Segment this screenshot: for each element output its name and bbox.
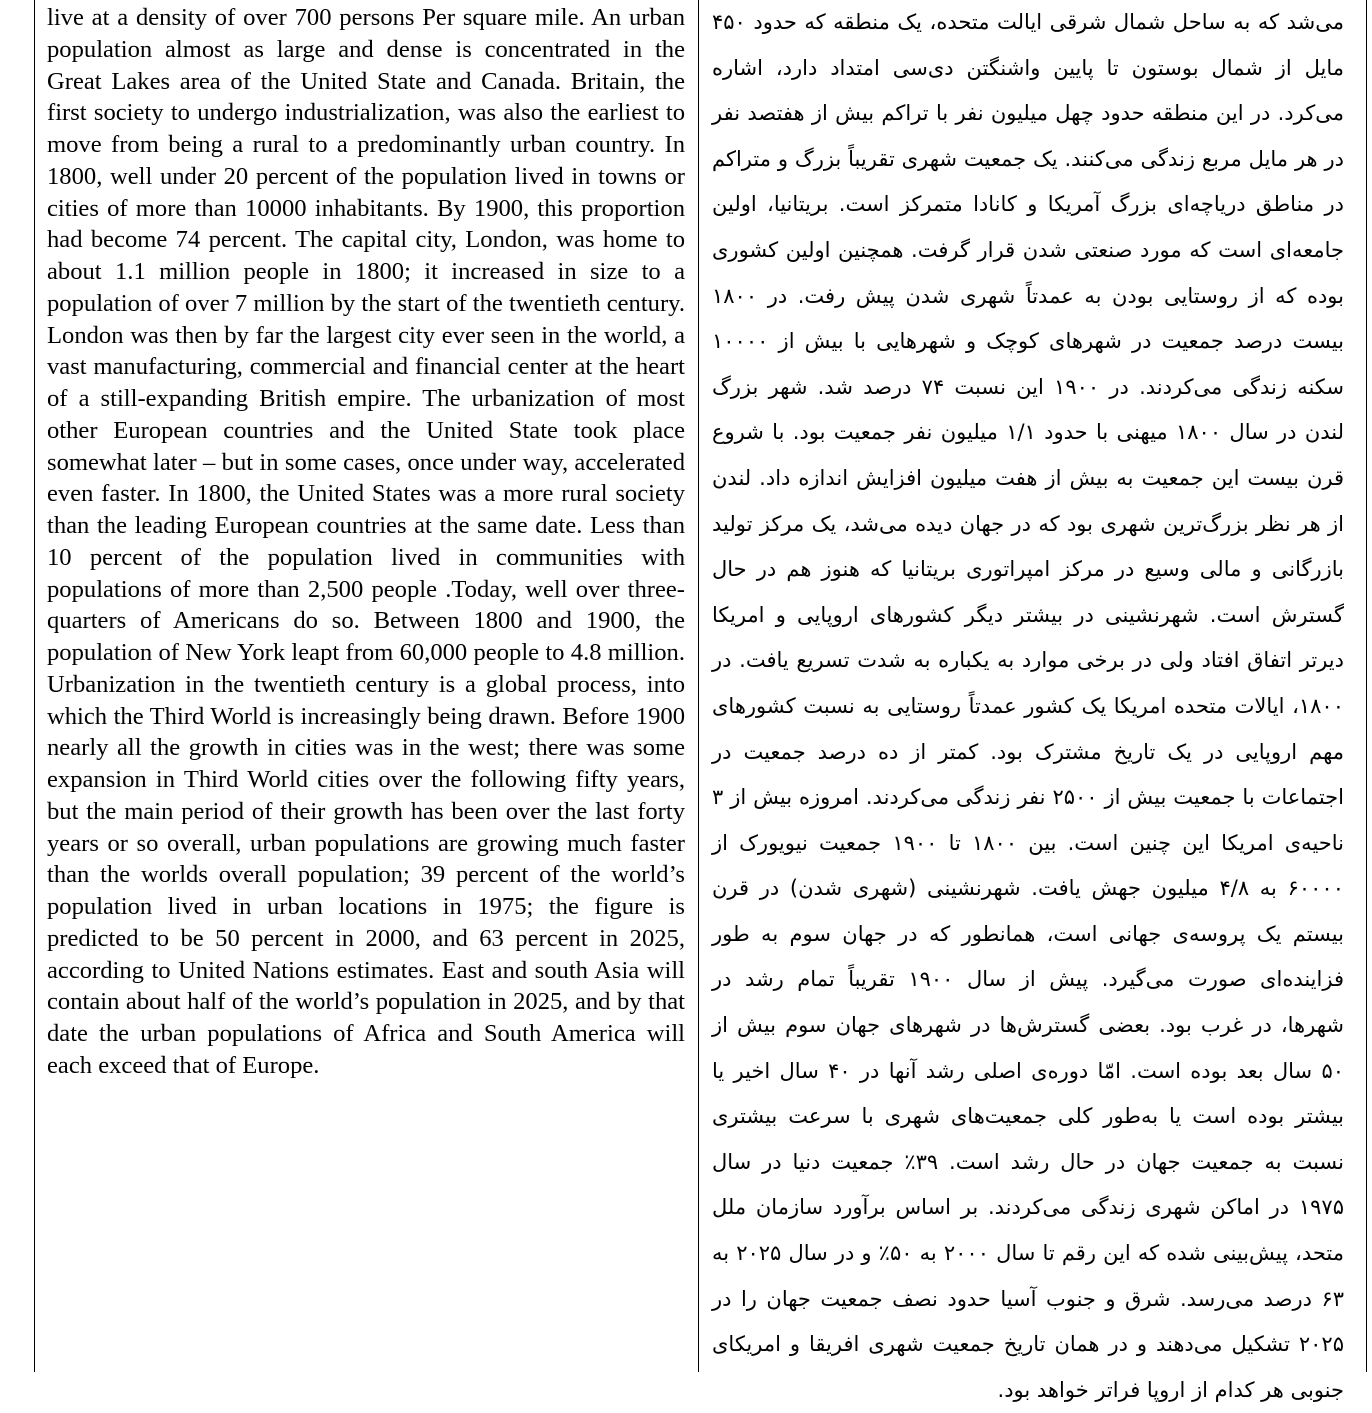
left-border-line <box>34 0 35 1372</box>
persian-text-column <box>712 0 1345 1402</box>
english-text-column <box>47 0 685 1372</box>
english-paragraph: live at a density of over 700 persons Per square mile. An urban population almost as large and dense is concentrated in the Great Lakes area of the United State and Canada. Britain, the first society to undergo industrialization, was also the earliest to move from being a rural to a predominantly urban country. In 1800, well under 20 percent of the population lived in towns or cities of more than 10000 inhabitants. By 1900, this proportion had become 74 percent. The capital city, London, was home to about 1.1 million people in 1800; it increased in size to a population of over 7 million by the start of the twentieth century. London was then by far the largest city ever seen in the world, a vast manufacturing, commercial and financial center at the heart of a still-expanding British empire. The urbanization of most other European countries and the United State took place somewhat later – but in some cases, once under way, accelerated even faster. In 1800, the United States was a more rural society than the leading European countries at the same date. Less than 10 percent of the population lived in communities with populations of more than 2,500 people .Today, well over three-quarters of Americans do so. Between 1800 and 1900, the population of New York leapt from 60,000 people to 4.8 million. Urbanization in the twentieth century is a global process, into which the Third World is increasingly being drawn. Before 1900 nearly all the growth in cities was in the west; there was some expansion in Third World cities over the following fifty years, but the main period of their growth has been over the last forty years or so overall, urban populations are growing much faster than the worlds overall population; 39 percent of the world’s population lived in urban locations in 1975; the figure is predicted to be 50 percent in 2000, and 63 percent in 2025, according to United Nations estimates. East and south Asia will contain about half of the world’s population in 2025, and by that date the urban populations of Africa and South America will each exceed that of Europe. <box>47 4 685 1079</box>
right-border-line <box>1366 0 1367 1372</box>
column-divider-line <box>698 0 699 1372</box>
persian-paragraph: می‌شد که به ساحل شمال شرقی ایالت متحده، یک منطقه که حدود ۴۵۰ مایل از شمال بوستون تا پایین واشنگتن دی‌سی امتداد دارد، اشاره می‌کرد. در این منطقه حدود چهل میلیون نفر با تراکم بیش از هفتصد نفر در هر مایل مربع زندگی می‌کنند. یک جمعیت شهری تقریباً بزرگ و متراکم در مناطق دریاچه‌ای بزرگ آمریکا و کانادا متمرکز است. بریتانیا، اولین جامعه‌ای است که مورد صنعتی شدن قرار گرفت. همچنین اولین کشوری بوده که از روستایی بودن به عمدتاً شهری شدن پیش رفت. در ۱۸۰۰ بیست درصد جمعیت در شهرهای کوچک و شهرهایی با بیش از ۱۰۰۰۰ سکنه زندگی می‌کردند. در ۱۹۰۰ این نسبت ۷۴ درصد شد. شهر بزرگ لندن در سال ۱۸۰۰ میهنی با حدود ۱/۱ میلیون نفر جمعیت بود. با شروع قرن بیست این جمعیت به بیش از هفت میلیون افزایش اندازه داد. لندن از هر نظر بزرگ‌ترین شهری بود که در جهان دیده می‌شد، یک مرکز تولید بازرگانی و مالی وسیع در مرکز امپراتوری بریتانیا که هنوز هم در حال گسترش است. شهرنشینی در بیشتر دیگر کشورهای اروپایی و امریکا دیرتر اتفاق افتاد ولی در برخی موارد به یکباره به شدت تسریع یافت. در ۱۸۰۰، ایالات متحده امریکا یک کشور عمدتاً روستایی به نسبت کشورهای مهم اروپایی در یک تاریخ مشترک بود. کمتر از ده درصد جمعیت در اجتماعات با جمعیت بیش از ۲۵۰۰ نفر زندگی می‌کردند. امروزه بیش از ۳ ناحیه‌ی امریکا این چنین است. بین ۱۸۰۰ تا ۱۹۰۰ جمعیت نیویورک از ۶۰۰۰۰ به ۴/۸ میلیون جهش یافت. شهرنشینی (شهری شدن) در قرن بیستم یک پروسه‌ی جهانی است، همانطور که در جهان سوم به طور فزاینده‌ای صورت می‌گیرد. پیش از سال ۱۹۰۰ تقریباً تمام رشد در شهرها، در غرب بود. بعضی گسترش‌ها در شهرهای جهان سوم بیش از ۵۰ سال بعد بوده است. امّا دوره‌ی اصلی رشد آنها در ۴۰ سال اخیر یا بیشتر بوده است یا به‌طور کلی جمعیت‌های شهری با سرعت بیشتری نسبت به جمعیت جهان در حال رشد است. ۳۹٪ جمعیت دنیا در سال ۱۹۷۵ در اماکن شهری زندگی می‌کردند. بر اساس برآورد سازمان ملل متحد، پیش‌بینی شده که این رقم تا سال ۲۰۰۰ به ۵۰٪ و در سال ۲۰۲۵ به ۶۳ درصد می‌رسد. شرق و جنوب آسیا حدود نصف جمعیت جهان را در ۲۰۲۵ تشکیل می‌دهند و در همان تاریخ جمعیت شهری افریقا و امریکای جنوبی هر کدام از اروپا فراتر خواهد بود. <box>712 10 1345 1402</box>
